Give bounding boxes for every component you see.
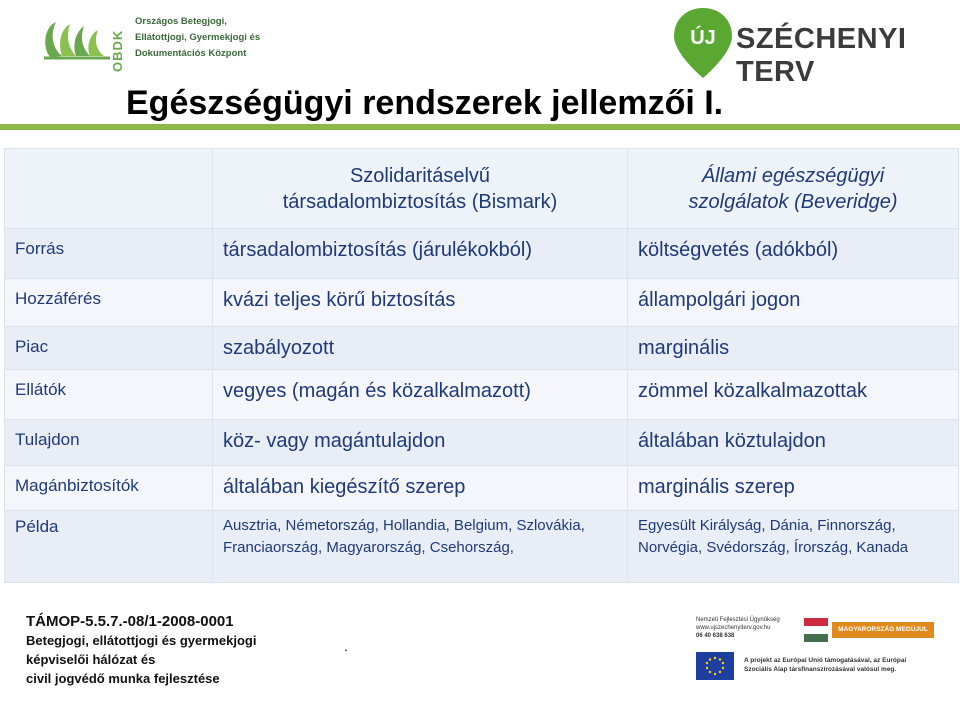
beveridge-cell: költségvetés (adókból) [628,229,959,279]
obdk-name-line: Ellátottjogi, Gyermekjogi és [135,32,261,43]
eu-flag-icon [696,652,734,680]
beveridge-cell: állampolgári jogon [628,279,959,327]
slide-title: Egészségügyi rendszerek jellemzői I. [126,84,724,122]
row-label: Magánbiztosítók [5,466,213,511]
row-label: Tulajdon [5,420,213,466]
table-row [5,229,959,279]
agency-phone: 06 40 638 638 [696,633,735,639]
title-underline [0,124,960,130]
agency-name: Nemzeti Fejlesztési Ügynökség [696,617,780,623]
szechenyi-terv-text: SZÉCHENYI TERV [736,23,907,88]
beveridge-cell: Egyesült Királyság, Dánia, Finnország, Norvégia, Svédország, Írország, Kanada [628,511,959,583]
row-label: Hozzáférés [5,279,213,327]
bismark-cell: társadalombiztosítás (járulékokból) [213,229,628,279]
hungarian-flag-icon [804,618,828,642]
beveridge-cell: marginális [628,327,959,370]
footer-dot: . [344,638,348,654]
obdk-name-line: Országos Betegjogi, [135,16,227,27]
project-line: Betegjogi, ellátottjogi és gyermekjogi [26,633,257,648]
bismark-cell: Ausztria, Németország, Hollandia, Belgium, Szlovákia, Franciaország, Magyarország, Csehország, [213,511,628,583]
obdk-logo-mark [40,12,115,72]
obdk-name-line: Dokumentációs Központ [135,48,247,59]
header-cell-empty [5,149,213,229]
project-footer [26,612,256,688]
row-label: Példa [5,511,213,583]
table-header-row [5,149,959,229]
table-row [5,466,959,511]
table-row [5,279,959,327]
beveridge-cell: általában köztulajdon [628,420,959,466]
agency-url: www.ujszechenyiterv.gov.hu [696,625,771,631]
bismark-cell: kvázi teljes körű biztosítás [213,279,628,327]
table-row [5,370,959,420]
project-line: képviselői hálózat és [26,652,156,667]
beveridge-cell: marginális szerep [628,466,959,511]
eu-stars-icon [696,652,734,680]
table-row [5,511,959,583]
obdk-vertical-text: OBDK [110,29,125,72]
row-label: Piac [5,327,213,370]
project-line: civil jogvédő munka fejlesztése [26,671,220,686]
comparison-table [4,148,959,583]
map-pin-icon [672,6,734,80]
szt-badge-text: ÚJ [690,27,716,49]
project-code: TÁMOP-5.5.7.-08/1-2008-0001 [26,613,234,630]
eu-funding-text: A projekt az Európai Unió támogatásával, az Európai Szociális Alap társfinanszírozásával valósul meg. [744,657,907,673]
bismark-cell: vegyes (magán és közalkalmazott) [213,370,628,420]
obdk-name [135,14,260,62]
header-cell-beveridge: Állami egészségügyi szolgálatok (Beveridge) [628,149,959,229]
funding-logos [686,608,936,698]
header-cell-bismark: Szolidaritáselvű társadalombiztosítás (Bismark) [213,149,628,229]
table-row [5,420,959,466]
hungary-renews-banner: MAGYARORSZÁG MEGÚJUL [832,622,934,638]
bismark-cell: általában kiegészítő szerep [213,466,628,511]
bismark-cell: köz- vagy magántulajdon [213,420,628,466]
bismark-cell: szabályozott [213,327,628,370]
beveridge-cell: zömmel közalkalmazottak [628,370,959,420]
table-row [5,327,959,370]
row-label: Ellátók [5,370,213,420]
row-label: Forrás [5,229,213,279]
